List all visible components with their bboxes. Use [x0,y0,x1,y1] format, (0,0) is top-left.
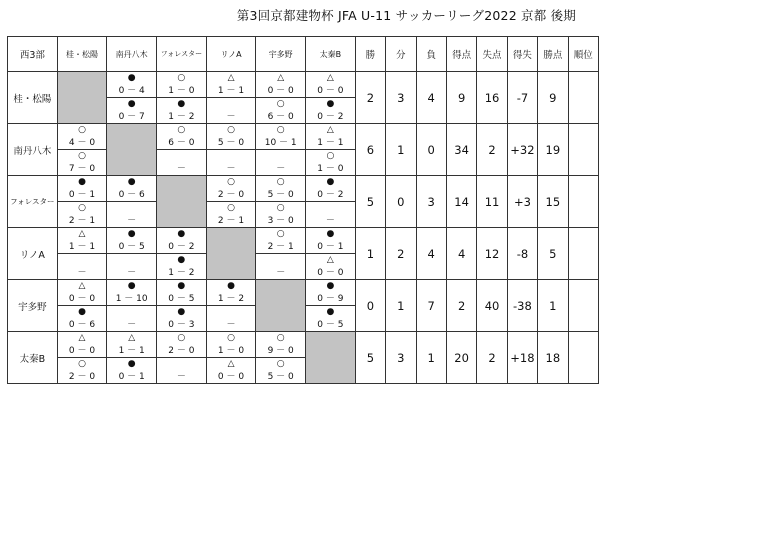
stat-value: 11 [477,176,507,228]
result-symbol: ○ [57,150,107,164]
self-match-blank [107,124,157,176]
result-symbol: ○ [256,358,306,372]
result-symbol: ○ [256,98,306,112]
result-symbol: ● [306,280,356,294]
stat-header: 順位 [568,37,598,72]
match-score: 4 － 0 [57,137,107,150]
match-score: 0 － 0 [206,371,256,384]
stat-value: 0 [386,176,416,228]
match-score: － [107,215,157,228]
row-team-name: フォレスター [8,176,58,228]
team-header: フォレスター [157,37,207,72]
stat-value: 7 [416,280,446,332]
result-symbol: ○ [256,228,306,242]
stat-value: 5 [355,332,385,384]
match-score: 3 － 0 [256,215,306,228]
match-score: 2 － 1 [206,215,256,228]
stat-value: +18 [507,332,537,384]
match-score: 1 － 0 [306,163,356,176]
match-score: 1 － 2 [157,267,207,280]
stat-value: 3 [386,72,416,124]
stat-value: 1 [386,280,416,332]
result-symbol [157,358,207,372]
stat-value: 1 [386,124,416,176]
match-score: 0 － 1 [107,371,157,384]
stat-value: 2 [355,72,385,124]
match-score: 1 － 1 [306,137,356,150]
result-symbol [157,150,207,164]
row-team-name: 宇多野 [8,280,58,332]
result-symbol: ○ [157,332,207,346]
stat-value: 1 [416,332,446,384]
match-score: 2 － 0 [157,345,207,358]
match-score: 0 － 6 [107,189,157,202]
result-symbol: △ [57,332,107,346]
self-match-blank [57,72,107,124]
result-symbol [206,98,256,112]
result-symbol: △ [256,72,306,86]
match-score: 1 － 0 [157,85,207,98]
stat-value: 16 [477,72,507,124]
match-score: 1 － 1 [206,85,256,98]
match-score: 0 － 0 [256,85,306,98]
stat-header: 勝点 [538,37,568,72]
stat-value: 3 [386,332,416,384]
result-symbol: ○ [206,176,256,190]
table-row [8,176,599,190]
result-symbol: ● [107,358,157,372]
match-score: － [107,267,157,280]
table-row [8,332,599,346]
stat-value [568,280,598,332]
match-score: 2 － 0 [206,189,256,202]
result-symbol: ● [157,228,207,242]
stat-value: 14 [446,176,476,228]
row-team-name: 南丹八木 [8,124,58,176]
result-symbol: △ [57,228,107,242]
result-symbol: ● [57,176,107,190]
stat-value: -8 [507,228,537,280]
team-header: 桂・松陽 [57,37,107,72]
result-symbol [57,254,107,268]
result-symbol [256,150,306,164]
match-score: 5 － 0 [256,189,306,202]
match-score: － [157,371,207,384]
result-symbol [206,306,256,320]
stat-value: 2 [386,228,416,280]
header-row [8,37,599,72]
stat-value: 12 [477,228,507,280]
result-symbol: ● [107,72,157,86]
table-row [8,228,599,242]
table-row [8,280,599,294]
match-score: 0 － 6 [57,319,107,332]
match-score: 0 － 0 [306,267,356,280]
match-score: 0 － 0 [57,345,107,358]
match-score: 0 － 3 [157,319,207,332]
result-symbol [107,202,157,216]
table-body [8,72,599,384]
self-match-blank [206,228,256,280]
result-symbol [107,254,157,268]
match-score: 1 － 2 [157,111,207,124]
stat-value: +3 [507,176,537,228]
stat-value: 3 [416,176,446,228]
result-symbol: ○ [206,124,256,138]
result-symbol: ○ [157,124,207,138]
table-row [8,72,599,86]
stat-value: 40 [477,280,507,332]
match-score: － [256,163,306,176]
match-score: 0 － 4 [107,85,157,98]
stat-header: 負 [416,37,446,72]
stat-value: -7 [507,72,537,124]
stat-value: 19 [538,124,568,176]
result-symbol: ● [157,98,207,112]
match-score: － [206,319,256,332]
result-symbol: ○ [57,358,107,372]
match-score: 2 － 0 [57,371,107,384]
table-row [8,124,599,138]
match-score: － [306,215,356,228]
stat-value [568,72,598,124]
result-symbol: ● [57,306,107,320]
match-score: 1 － 1 [107,345,157,358]
match-score: － [107,319,157,332]
stat-value: 9 [538,72,568,124]
stat-value: 2 [446,280,476,332]
match-score: 1 － 10 [107,293,157,306]
result-symbol: ○ [57,202,107,216]
match-score: 1 － 2 [206,293,256,306]
result-symbol [306,202,356,216]
match-score: 5 － 0 [256,371,306,384]
result-symbol: △ [306,254,356,268]
team-header: リノA [206,37,256,72]
match-score: 0 － 0 [57,293,107,306]
stat-value: 4 [416,228,446,280]
corner-header: 西3部 [8,37,58,72]
match-score: 5 － 0 [206,137,256,150]
row-team-name: 桂・松陽 [8,72,58,124]
result-symbol: ● [107,176,157,190]
league-table [7,36,599,384]
stat-header: 得失 [507,37,537,72]
stat-value: 0 [416,124,446,176]
match-score: － [206,163,256,176]
stat-value: 5 [538,228,568,280]
result-symbol: △ [206,358,256,372]
stat-value: 18 [538,332,568,384]
stat-value: 4 [446,228,476,280]
result-symbol: △ [206,72,256,86]
stat-value: 15 [538,176,568,228]
result-symbol: ○ [256,176,306,190]
match-score: 0 － 2 [306,111,356,124]
match-score: 9 － 0 [256,345,306,358]
match-score: 0 － 1 [306,241,356,254]
match-score: － [206,111,256,124]
result-symbol: ○ [206,332,256,346]
result-symbol: ○ [57,124,107,138]
stat-value: 1 [538,280,568,332]
match-score: 0 － 5 [306,319,356,332]
match-score: 0 － 7 [107,111,157,124]
match-score: 0 － 0 [306,85,356,98]
match-score: 10 － 1 [256,137,306,150]
match-score: 0 － 9 [306,293,356,306]
result-symbol: ○ [256,332,306,346]
row-team-name: 太秦B [8,332,58,384]
stat-value [568,124,598,176]
stat-value: 2 [477,124,507,176]
self-match-blank [306,332,356,384]
stat-value [568,332,598,384]
stat-value: 6 [355,124,385,176]
match-score: － [256,267,306,280]
result-symbol: ● [107,228,157,242]
stat-value: 2 [477,332,507,384]
result-symbol: ● [306,176,356,190]
result-symbol: ○ [256,124,306,138]
match-score: 7 － 0 [57,163,107,176]
match-score: 0 － 2 [306,189,356,202]
match-score: 1 － 1 [57,241,107,254]
result-symbol: △ [306,72,356,86]
match-score: 6 － 0 [157,137,207,150]
row-team-name: リノA [8,228,58,280]
result-symbol: ● [206,280,256,294]
match-score: 6 － 0 [256,111,306,124]
result-symbol: ○ [256,202,306,216]
result-symbol: △ [306,124,356,138]
stat-value: 5 [355,176,385,228]
self-match-blank [157,176,207,228]
match-score: 1 － 0 [206,345,256,358]
result-symbol [206,150,256,164]
self-match-blank [256,280,306,332]
result-symbol: △ [57,280,107,294]
stat-value [568,176,598,228]
stat-header: 失点 [477,37,507,72]
match-score: 0 － 1 [57,189,107,202]
result-symbol: ● [107,280,157,294]
stat-value: 9 [446,72,476,124]
result-symbol [256,254,306,268]
match-score: 2 － 1 [57,215,107,228]
team-header: 宇多野 [256,37,306,72]
result-symbol: ● [306,98,356,112]
match-score: － [157,163,207,176]
result-symbol: ● [157,254,207,268]
result-symbol: ○ [306,150,356,164]
stat-header: 勝 [355,37,385,72]
stat-value: +32 [507,124,537,176]
result-symbol: △ [107,332,157,346]
stat-value: 34 [446,124,476,176]
stat-value: 20 [446,332,476,384]
result-symbol: ● [306,306,356,320]
stat-value: 1 [355,228,385,280]
match-score: 0 － 5 [107,241,157,254]
stat-value [568,228,598,280]
result-symbol [107,306,157,320]
page-title: 第3回京都建物杯 JFA U-11 サッカーリーグ2022 京都 後期 [236,8,576,23]
stat-header: 分 [386,37,416,72]
match-score: 0 － 2 [157,241,207,254]
stat-value: -38 [507,280,537,332]
team-header: 太秦B [306,37,356,72]
match-score: － [57,267,107,280]
result-symbol: ● [157,306,207,320]
result-symbol: ○ [206,202,256,216]
result-symbol: ● [107,98,157,112]
stat-value: 0 [355,280,385,332]
match-score: 2 － 1 [256,241,306,254]
match-score: 0 － 5 [157,293,207,306]
result-symbol: ● [306,228,356,242]
result-symbol: ○ [157,72,207,86]
team-header: 南丹八木 [107,37,157,72]
stat-header: 得点 [446,37,476,72]
stat-value: 4 [416,72,446,124]
result-symbol: ● [157,280,207,294]
